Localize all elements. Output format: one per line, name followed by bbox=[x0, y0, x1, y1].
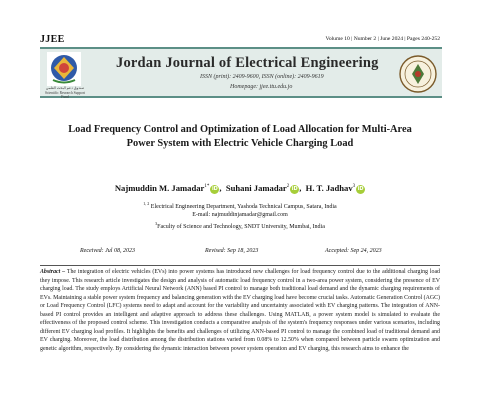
author-list: Najmuddin M. Jamadar$^{1*}$ iD , Suhani Jamadar$^2$ iD , H. T. Jadhav$^3$ iD bbox=[114, 183, 364, 193]
srsf-logo-icon bbox=[47, 52, 81, 86]
author-affiliation-mark: 1* bbox=[204, 184, 210, 190]
submission-dates bbox=[40, 246, 440, 266]
affiliation-text: Faculty of Science and Technology, SNDT University, Mumbai, India bbox=[157, 223, 325, 230]
abstract-text: The integration of electric vehicles (EVs) into power systems has introduced new challenges for load frequency control due to the additional charging load they impose. This research article investigates the design and analysis of automatic load frequency control in a two-area power system, considering the presence of EV charging load. The study employs Artificial Neural Network (ANN) based PI control to manage both traditional load demand and the dynamic charging requirements of EVs. Maintaining a stable power system frequency and balancing generation with the EV charging load have become crucial tasks. Automatic Generation Control (AGC) or Load Frequency Control (LFC) systems need to adapt and account for the variability and uncertainty associated with EV charging patterns. The integration of ANN-based PI control provides an intelligent and adaptive approach to address these challenges. Using MATLAB, a power system model is simulated to evaluate the effectiveness of the proposed control scheme. This investigation conducts a comparative analysis of the system's frequency responses under various scenarios, including different EV charging load profiles. It highlights the benefits and challenges of utilizing ANN-based PI control to manage the combined load of traditional demand and EV charging. Moreover, the load distribution among the distribution stations varied from 0.08% to 12.50% when compared between particle swarm optimization and genetic algorithm, respectively. By considering the dynamic interaction between power system operation and EV charging, this research aims to enhance the bbox=[40, 269, 441, 352]
orcid-icon[interactable]: iD bbox=[211, 186, 218, 192]
author-name: Najmuddin M. Jamadar bbox=[114, 183, 205, 193]
received-date: Received: Jul 08, 2023 bbox=[80, 248, 135, 254]
author-name: H. T. Jadhav bbox=[305, 183, 353, 193]
author-affiliation-mark: 3 bbox=[352, 184, 356, 190]
accepted-date: Accepted: Sep 24, 2023 bbox=[325, 248, 382, 254]
logo-caption-arabic: صندوق دعم البحث العلمي bbox=[45, 86, 85, 90]
affiliation-mark: 3 bbox=[155, 220, 158, 226]
affiliations bbox=[40, 200, 440, 231]
affiliation-mark: 1, 2 bbox=[143, 201, 150, 206]
journal-banner bbox=[40, 47, 442, 98]
orcid-icon[interactable]: iD bbox=[291, 186, 298, 192]
issn-line: ISSN (print): 2409-9600, ISSN (online): 2409-9619 bbox=[200, 74, 324, 80]
affiliation-line bbox=[40, 220, 440, 231]
abstract-label: Abstract – bbox=[40, 269, 66, 275]
affiliation-text: Electrical Engineering Department, Yashoda Technical Campus, Satara, India bbox=[150, 204, 337, 210]
journal-abbreviation: JJEE bbox=[40, 34, 65, 45]
volume-info: Volume 10 | Number 2 | June 2024 | Pages 240-252 bbox=[325, 36, 440, 42]
journal-header bbox=[40, 34, 440, 48]
journal-name: Jordan Journal of Electrical Engineering bbox=[116, 55, 379, 71]
abstract bbox=[40, 268, 440, 353]
orcid-icon[interactable]: iD bbox=[357, 186, 364, 192]
revised-date: Revised: Sep 18, 2023 bbox=[205, 248, 259, 254]
homepage-line: Homepage: jjee.ttu.edu.jo bbox=[230, 84, 293, 90]
university-seal-icon bbox=[398, 52, 438, 97]
author-affiliation-mark: 2 bbox=[286, 184, 290, 190]
author-name: Suhani Jamadar bbox=[225, 183, 287, 193]
paper-title: Load Frequency Control and Optimization of Load Allocation for Multi-Area Power System with Electric Vehicle Charging Load bbox=[68, 124, 412, 149]
logo-caption-english: Scientific Research Support Fund bbox=[44, 91, 86, 99]
affiliation-line bbox=[40, 200, 440, 211]
author-email[interactable]: E-mail: najmuddinjamadar@gmail.com bbox=[192, 212, 288, 219]
